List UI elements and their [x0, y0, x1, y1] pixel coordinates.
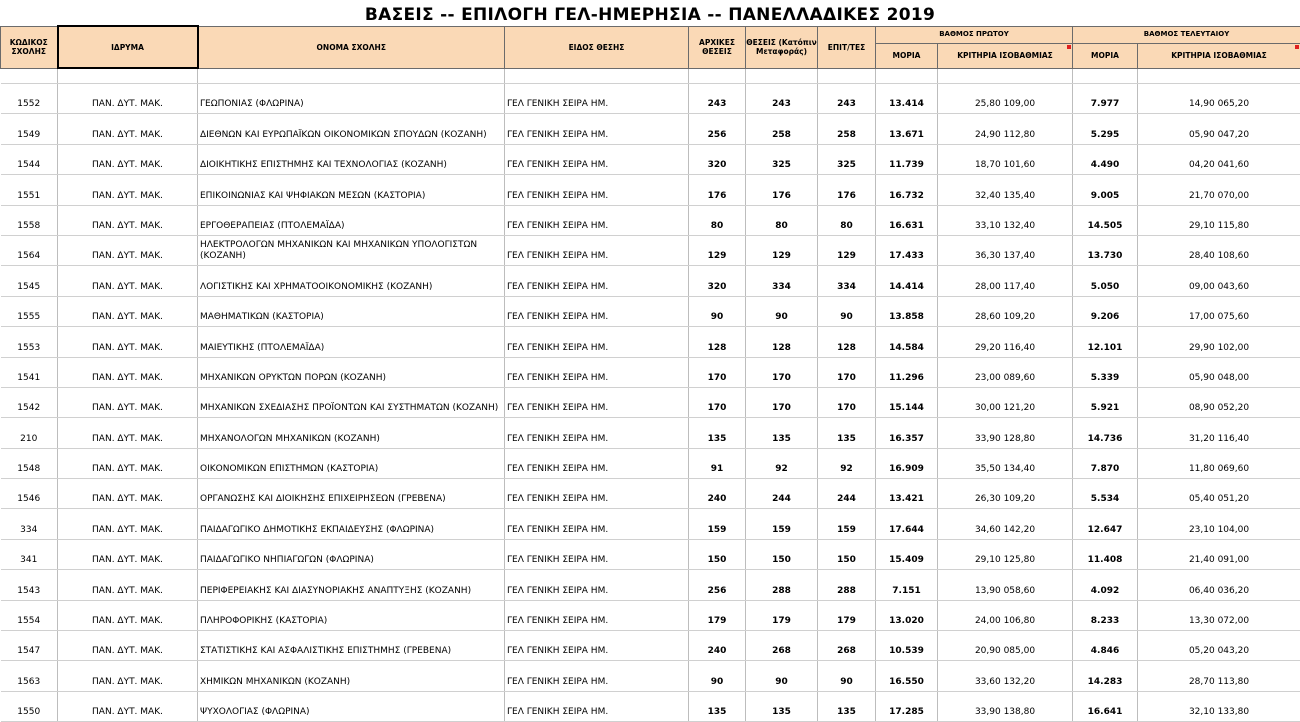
institution-cell: ΠΑΝ. ΔΥΤ. ΜΑΚ.: [58, 570, 198, 600]
header-initial-seats: ΑΡΧΙΚΕΣ ΘΕΣΕΙΣ: [689, 26, 746, 68]
first-tie-criteria-cell: 26,30 109,20: [938, 479, 1073, 509]
institution-cell: ΠΑΝ. ΔΥΤ. ΜΑΚ.: [58, 387, 198, 417]
first-tie-criteria-cell: 29,10 125,80: [938, 539, 1073, 569]
admitted-cell: 135: [818, 418, 876, 448]
last-points-cell: 13.730: [1073, 235, 1138, 265]
first-tie-criteria-cell: 32,40 135,40: [938, 175, 1073, 205]
admitted-cell: 80: [818, 205, 876, 235]
code-cell: 341: [1, 539, 58, 569]
seats-cell: 159: [746, 509, 818, 539]
first-points-cell: 17.285: [876, 691, 938, 721]
admitted-cell: 176: [818, 175, 876, 205]
first-points-cell: 16.732: [876, 175, 938, 205]
initial-seats-cell: 240: [689, 479, 746, 509]
seats-cell: 135: [746, 418, 818, 448]
first-points-cell: 13.414: [876, 84, 938, 114]
first-points-cell: 16.909: [876, 448, 938, 478]
last-points-cell: 5.339: [1073, 357, 1138, 387]
last-points-cell: 9.005: [1073, 175, 1138, 205]
position-type-cell: ΓΕΛ ΓΕΝΙΚΗ ΣΕΙΡΑ ΗΜ.: [505, 235, 689, 265]
last-tie-criteria-cell: 05,40 051,20: [1138, 479, 1300, 509]
institution-cell: ΠΑΝ. ΔΥΤ. ΜΑΚ.: [58, 539, 198, 569]
header-code: ΚΩΔΙΚΟΣ ΣΧΟΛΗΣ: [1, 26, 58, 68]
last-tie-criteria-cell: 05,20 043,20: [1138, 631, 1300, 661]
last-points-cell: 9.206: [1073, 296, 1138, 326]
table-row: [1, 631, 1300, 661]
header-school-name: ΟΝΟΜΑ ΣΧΟΛΗΣ: [198, 26, 505, 68]
admitted-cell: 159: [818, 509, 876, 539]
code-cell: 1555: [1, 296, 58, 326]
code-cell: 1549: [1, 114, 58, 144]
position-type-cell: ΓΕΛ ΓΕΝΙΚΗ ΣΕΙΡΑ ΗΜ.: [505, 661, 689, 691]
seats-cell: 135: [746, 691, 818, 721]
table-row: [1, 327, 1300, 357]
last-points-cell: 5.534: [1073, 479, 1138, 509]
institution-cell: ΠΑΝ. ΔΥΤ. ΜΑΚ.: [58, 661, 198, 691]
last-tie-criteria-cell: 13,30 072,00: [1138, 600, 1300, 630]
first-points-cell: 14.584: [876, 327, 938, 357]
first-points-cell: 10.539: [876, 631, 938, 661]
admitted-cell: 244: [818, 479, 876, 509]
school-name-cell: ΔΙΟΙΚΗΤΙΚΗΣ ΕΠΙΣΤΗΜΗΣ ΚΑΙ ΤΕΧΝΟΛΟΓΙΑΣ (ΚΟΖΑΝΗ): [198, 144, 505, 174]
position-type-cell: ΓΕΛ ΓΕΝΙΚΗ ΣΕΙΡΑ ΗΜ.: [505, 600, 689, 630]
table-body: [1, 68, 1300, 722]
header-last-points: ΜΟΡΙΑ: [1073, 43, 1138, 68]
first-points-cell: 13.020: [876, 600, 938, 630]
position-type-cell: ΓΕΛ ΓΕΝΙΚΗ ΣΕΙΡΑ ΗΜ.: [505, 357, 689, 387]
position-type-cell: ΓΕΛ ΓΕΝΙΚΗ ΣΕΙΡΑ ΗΜ.: [505, 327, 689, 357]
table-row: [1, 235, 1300, 265]
school-name-cell: ΔΙΕΘΝΩΝ ΚΑΙ ΕΥΡΩΠΑΪΚΩΝ ΟΙΚΟΝΟΜΙΚΩΝ ΣΠΟΥΔΩΝ (ΚΟΖΑΝΗ): [198, 114, 505, 144]
school-name-cell: ΕΡΓΟΘΕΡΑΠΕΙΑΣ (ΠΤΟΛΕΜΑΪΔΑ): [198, 205, 505, 235]
initial-seats-cell: 135: [689, 691, 746, 721]
table-row: [1, 84, 1300, 114]
initial-seats-cell: 179: [689, 600, 746, 630]
institution-cell: ΠΑΝ. ΔΥΤ. ΜΑΚ.: [58, 327, 198, 357]
header-last-tie-criteria: ΚΡΙΤΗΡΙΑ ΙΣΟΒΑΘΜΙΑΣ: [1138, 43, 1300, 68]
first-tie-criteria-cell: 35,50 134,40: [938, 448, 1073, 478]
institution-cell: ΠΑΝ. ΔΥΤ. ΜΑΚ.: [58, 296, 198, 326]
initial-seats-cell: 91: [689, 448, 746, 478]
initial-seats-cell: 170: [689, 357, 746, 387]
school-name-cell: ΨΥΧΟΛΟΓΙΑΣ (ΦΛΩΡΙΝΑ): [198, 691, 505, 721]
code-cell: 1547: [1, 631, 58, 661]
code-cell: 1542: [1, 387, 58, 417]
position-type-cell: ΓΕΛ ΓΕΝΙΚΗ ΣΕΙΡΑ ΗΜ.: [505, 387, 689, 417]
seats-cell: 268: [746, 631, 818, 661]
first-tie-criteria-cell: 33,90 138,80: [938, 691, 1073, 721]
seats-cell: 129: [746, 235, 818, 265]
seats-cell: 244: [746, 479, 818, 509]
seats-cell: 243: [746, 84, 818, 114]
initial-seats-cell: 90: [689, 296, 746, 326]
initial-seats-cell: 90: [689, 661, 746, 691]
admitted-cell: 170: [818, 357, 876, 387]
last-tie-criteria-cell: 04,20 041,60: [1138, 144, 1300, 174]
seats-cell: 80: [746, 205, 818, 235]
last-tie-criteria-cell: 28,70 113,80: [1138, 661, 1300, 691]
position-type-cell: ΓΕΛ ΓΕΝΙΚΗ ΣΕΙΡΑ ΗΜ.: [505, 175, 689, 205]
header-last-group: ΒΑΘΜΟΣ ΤΕΛΕΥΤΑΙΟΥ: [1073, 26, 1300, 43]
header-seats-after-transfer: ΘΕΣΕΙΣ (Κατόπιν Μεταφοράς): [746, 26, 818, 68]
seats-cell: 90: [746, 661, 818, 691]
table-row: [1, 570, 1300, 600]
code-cell: 210: [1, 418, 58, 448]
first-tie-criteria-cell: 20,90 085,00: [938, 631, 1073, 661]
table-row: [1, 296, 1300, 326]
initial-seats-cell: 80: [689, 205, 746, 235]
table-row: [1, 266, 1300, 296]
position-type-cell: ΓΕΛ ΓΕΝΙΚΗ ΣΕΙΡΑ ΗΜ.: [505, 84, 689, 114]
first-points-cell: 13.858: [876, 296, 938, 326]
seats-cell: 92: [746, 448, 818, 478]
admissions-table: [0, 25, 1300, 722]
institution-cell: ΠΑΝ. ΔΥΤ. ΜΑΚ.: [58, 509, 198, 539]
seats-cell: 176: [746, 175, 818, 205]
first-tie-criteria-cell: 36,30 137,40: [938, 235, 1073, 265]
first-tie-criteria-cell: 33,90 128,80: [938, 418, 1073, 448]
initial-seats-cell: 159: [689, 509, 746, 539]
table-row: [1, 661, 1300, 691]
seats-cell: 170: [746, 387, 818, 417]
admitted-cell: 170: [818, 387, 876, 417]
last-points-cell: 16.641: [1073, 691, 1138, 721]
school-name-cell: ΠΕΡΙΦΕΡΕΙΑΚΗΣ ΚΑΙ ΔΙΑΣΥΝΟΡΙΑΚΗΣ ΑΝΑΠΤΥΞΗΣ (ΚΟΖΑΝΗ): [198, 570, 505, 600]
last-points-cell: 7.870: [1073, 448, 1138, 478]
page-title: ΒΑΣΕΙΣ -- ΕΠΙΛΟΓΗ ΓΕΛ-ΗΜΕΡΗΣΙΑ -- ΠΑΝΕΛΛΑΔΙΚΕΣ 2019: [0, 0, 1300, 25]
admitted-cell: 90: [818, 296, 876, 326]
table-row: [1, 357, 1300, 387]
first-points-cell: 16.550: [876, 661, 938, 691]
header-position-type: ΕΙΔΟΣ ΘΕΣΗΣ: [505, 26, 689, 68]
position-type-cell: ΓΕΛ ΓΕΝΙΚΗ ΣΕΙΡΑ ΗΜ.: [505, 205, 689, 235]
table-row: [1, 479, 1300, 509]
code-cell: 1552: [1, 84, 58, 114]
last-points-cell: 5.921: [1073, 387, 1138, 417]
position-type-cell: ΓΕΛ ΓΕΝΙΚΗ ΣΕΙΡΑ ΗΜ.: [505, 570, 689, 600]
position-type-cell: ΓΕΛ ΓΕΝΙΚΗ ΣΕΙΡΑ ΗΜ.: [505, 418, 689, 448]
initial-seats-cell: 128: [689, 327, 746, 357]
code-cell: 1558: [1, 205, 58, 235]
first-tie-criteria-cell: 13,90 058,60: [938, 570, 1073, 600]
last-tie-criteria-cell: 11,80 069,60: [1138, 448, 1300, 478]
school-name-cell: ΜΑΘΗΜΑΤΙΚΩΝ (ΚΑΣΤΟΡΙΑ): [198, 296, 505, 326]
institution-cell: ΠΑΝ. ΔΥΤ. ΜΑΚ.: [58, 235, 198, 265]
admitted-cell: 288: [818, 570, 876, 600]
seats-cell: 288: [746, 570, 818, 600]
school-name-cell: ΠΑΙΔΑΓΩΓΙΚΟ ΝΗΠΙΑΓΩΓΩΝ (ΦΛΩΡΙΝΑ): [198, 539, 505, 569]
first-tie-criteria-cell: 33,60 132,20: [938, 661, 1073, 691]
seats-cell: 170: [746, 357, 818, 387]
last-points-cell: 12.647: [1073, 509, 1138, 539]
table-row: [1, 539, 1300, 569]
first-points-cell: 7.151: [876, 570, 938, 600]
header-admitted: ΕΠΙΤ/ΤΕΣ: [818, 26, 876, 68]
code-cell: 1548: [1, 448, 58, 478]
header-first-tie-criteria: ΚΡΙΤΗΡΙΑ ΙΣΟΒΑΘΜΙΑΣ: [938, 43, 1073, 68]
last-tie-criteria-cell: 21,70 070,00: [1138, 175, 1300, 205]
last-points-cell: 14.505: [1073, 205, 1138, 235]
school-name-cell: ΣΤΑΤΙΣΤΙΚΗΣ ΚΑΙ ΑΣΦΑΛΙΣΤΙΚΗΣ ΕΠΙΣΤΗΜΗΣ (ΓΡΕΒΕΝΑ): [198, 631, 505, 661]
last-points-cell: 7.977: [1073, 84, 1138, 114]
admitted-cell: 268: [818, 631, 876, 661]
last-points-cell: 4.490: [1073, 144, 1138, 174]
admitted-cell: 258: [818, 114, 876, 144]
first-tie-criteria-cell: 34,60 142,20: [938, 509, 1073, 539]
last-points-cell: 4.092: [1073, 570, 1138, 600]
first-points-cell: 14.414: [876, 266, 938, 296]
position-type-cell: ΓΕΛ ΓΕΝΙΚΗ ΣΕΙΡΑ ΗΜ.: [505, 539, 689, 569]
code-cell: 1554: [1, 600, 58, 630]
code-cell: 1541: [1, 357, 58, 387]
institution-cell: ΠΑΝ. ΔΥΤ. ΜΑΚ.: [58, 418, 198, 448]
first-points-cell: 16.357: [876, 418, 938, 448]
initial-seats-cell: 256: [689, 570, 746, 600]
admitted-cell: 243: [818, 84, 876, 114]
position-type-cell: ΓΕΛ ΓΕΝΙΚΗ ΣΕΙΡΑ ΗΜ.: [505, 144, 689, 174]
table-row: [1, 600, 1300, 630]
position-type-cell: ΓΕΛ ΓΕΝΙΚΗ ΣΕΙΡΑ ΗΜ.: [505, 448, 689, 478]
first-points-cell: 15.144: [876, 387, 938, 417]
last-points-cell: 12.101: [1073, 327, 1138, 357]
last-tie-criteria-cell: 32,10 133,80: [1138, 691, 1300, 721]
school-name-cell: ΕΠΙΚΟΙΝΩΝΙΑΣ ΚΑΙ ΨΗΦΙΑΚΩΝ ΜΕΣΩΝ (ΚΑΣΤΟΡΙΑ): [198, 175, 505, 205]
last-tie-criteria-cell: 05,90 048,00: [1138, 357, 1300, 387]
position-type-cell: ΓΕΛ ΓΕΝΙΚΗ ΣΕΙΡΑ ΗΜ.: [505, 509, 689, 539]
initial-seats-cell: 320: [689, 144, 746, 174]
first-points-cell: 13.671: [876, 114, 938, 144]
last-points-cell: 8.233: [1073, 600, 1138, 630]
first-tie-criteria-cell: 25,80 109,00: [938, 84, 1073, 114]
school-name-cell: ΟΙΚΟΝΟΜΙΚΩΝ ΕΠΙΣΤΗΜΩΝ (ΚΑΣΤΟΡΙΑ): [198, 448, 505, 478]
institution-cell: ΠΑΝ. ΔΥΤ. ΜΑΚ.: [58, 84, 198, 114]
seats-cell: 128: [746, 327, 818, 357]
position-type-cell: ΓΕΛ ΓΕΝΙΚΗ ΣΕΙΡΑ ΗΜ.: [505, 479, 689, 509]
table-row: [1, 418, 1300, 448]
initial-seats-cell: 243: [689, 84, 746, 114]
last-points-cell: 5.295: [1073, 114, 1138, 144]
first-tie-criteria-cell: 23,00 089,60: [938, 357, 1073, 387]
school-name-cell: ΓΕΩΠΟΝΙΑΣ (ΦΛΩΡΙΝΑ): [198, 84, 505, 114]
school-name-cell: ΜΗΧΑΝΟΛΟΓΩΝ ΜΗΧΑΝΙΚΩΝ (ΚΟΖΑΝΗ): [198, 418, 505, 448]
last-tie-criteria-cell: 29,10 115,80: [1138, 205, 1300, 235]
seats-cell: 179: [746, 600, 818, 630]
first-points-cell: 15.409: [876, 539, 938, 569]
last-tie-criteria-cell: 29,90 102,00: [1138, 327, 1300, 357]
institution-cell: ΠΑΝ. ΔΥΤ. ΜΑΚ.: [58, 205, 198, 235]
seats-cell: 258: [746, 114, 818, 144]
initial-seats-cell: 320: [689, 266, 746, 296]
code-cell: 1551: [1, 175, 58, 205]
admitted-cell: 150: [818, 539, 876, 569]
school-name-cell: ΛΟΓΙΣΤΙΚΗΣ ΚΑΙ ΧΡΗΜΑΤΟΟΙΚΟΝΟΜΙΚΗΣ (ΚΟΖΑΝΗ): [198, 266, 505, 296]
first-points-cell: 11.296: [876, 357, 938, 387]
last-tie-criteria-cell: 17,00 075,60: [1138, 296, 1300, 326]
school-name-cell: ΜΑΙΕΥΤΙΚΗΣ (ΠΤΟΛΕΜΑΪΔΑ): [198, 327, 505, 357]
first-tie-criteria-cell: 29,20 116,40: [938, 327, 1073, 357]
last-tie-criteria-cell: 05,90 047,20: [1138, 114, 1300, 144]
initial-seats-cell: 256: [689, 114, 746, 144]
institution-cell: ΠΑΝ. ΔΥΤ. ΜΑΚ.: [58, 266, 198, 296]
admitted-cell: 334: [818, 266, 876, 296]
initial-seats-cell: 176: [689, 175, 746, 205]
initial-seats-cell: 135: [689, 418, 746, 448]
first-points-cell: 13.421: [876, 479, 938, 509]
code-cell: 1544: [1, 144, 58, 174]
header-first-group: ΒΑΘΜΟΣ ΠΡΩΤΟΥ: [876, 26, 1073, 43]
table-row: [1, 114, 1300, 144]
table-row: [1, 509, 1300, 539]
position-type-cell: ΓΕΛ ΓΕΝΙΚΗ ΣΕΙΡΑ ΗΜ.: [505, 296, 689, 326]
first-tie-criteria-cell: 28,60 109,20: [938, 296, 1073, 326]
institution-cell: ΠΑΝ. ΔΥΤ. ΜΑΚ.: [58, 479, 198, 509]
last-points-cell: 14.283: [1073, 661, 1138, 691]
first-tie-criteria-cell: 24,00 106,80: [938, 600, 1073, 630]
institution-cell: ΠΑΝ. ΔΥΤ. ΜΑΚ.: [58, 691, 198, 721]
position-type-cell: ΓΕΛ ΓΕΝΙΚΗ ΣΕΙΡΑ ΗΜ.: [505, 114, 689, 144]
last-points-cell: 5.050: [1073, 266, 1138, 296]
code-cell: 1546: [1, 479, 58, 509]
institution-cell: ΠΑΝ. ΔΥΤ. ΜΑΚ.: [58, 448, 198, 478]
code-cell: 1543: [1, 570, 58, 600]
last-tie-criteria-cell: 09,00 043,60: [1138, 266, 1300, 296]
school-name-cell: ΠΛΗΡΟΦΟΡΙΚΗΣ (ΚΑΣΤΟΡΙΑ): [198, 600, 505, 630]
last-points-cell: 11.408: [1073, 539, 1138, 569]
table-row: [1, 205, 1300, 235]
position-type-cell: ΓΕΛ ΓΕΝΙΚΗ ΣΕΙΡΑ ΗΜ.: [505, 631, 689, 661]
code-cell: 1550: [1, 691, 58, 721]
first-points-cell: 17.433: [876, 235, 938, 265]
admitted-cell: 135: [818, 691, 876, 721]
position-type-cell: ΓΕΛ ΓΕΝΙΚΗ ΣΕΙΡΑ ΗΜ.: [505, 266, 689, 296]
school-name-cell: ΟΡΓΑΝΩΣΗΣ ΚΑΙ ΔΙΟΙΚΗΣΗΣ ΕΠΙΧΕΙΡΗΣΕΩΝ (ΓΡΕΒΕΝΑ): [198, 479, 505, 509]
institution-cell: ΠΑΝ. ΔΥΤ. ΜΑΚ.: [58, 357, 198, 387]
school-name-cell: ΜΗΧΑΝΙΚΩΝ ΟΡΥΚΤΩΝ ΠΟΡΩΝ (ΚΟΖΑΝΗ): [198, 357, 505, 387]
last-points-cell: 4.846: [1073, 631, 1138, 661]
first-points-cell: 16.631: [876, 205, 938, 235]
admitted-cell: 129: [818, 235, 876, 265]
first-tie-criteria-cell: 28,00 117,40: [938, 266, 1073, 296]
initial-seats-cell: 170: [689, 387, 746, 417]
school-name-cell: ΜΗΧΑΝΙΚΩΝ ΣΧΕΔΙΑΣΗΣ ΠΡΟΪΟΝΤΩΝ ΚΑΙ ΣΥΣΤΗΜΑΤΩΝ (ΚΟΖΑΝΗ): [198, 387, 505, 417]
seats-cell: 325: [746, 144, 818, 174]
last-tie-criteria-cell: 21,40 091,00: [1138, 539, 1300, 569]
admitted-cell: 325: [818, 144, 876, 174]
school-name-cell: ΧΗΜΙΚΩΝ ΜΗΧΑΝΙΚΩΝ (ΚΟΖΑΝΗ): [198, 661, 505, 691]
last-tie-criteria-cell: 31,20 116,40: [1138, 418, 1300, 448]
code-cell: 334: [1, 509, 58, 539]
institution-cell: ΠΑΝ. ΔΥΤ. ΜΑΚ.: [58, 144, 198, 174]
spacer-row: [1, 68, 1300, 84]
school-name-cell: ΗΛΕΚΤΡΟΛΟΓΩΝ ΜΗΧΑΝΙΚΩΝ ΚΑΙ ΜΗΧΑΝΙΚΩΝ ΥΠΟΛΟΓΙΣΤΩΝ (ΚΟΖΑΝΗ): [198, 235, 505, 265]
last-tie-criteria-cell: 28,40 108,60: [1138, 235, 1300, 265]
admitted-cell: 128: [818, 327, 876, 357]
institution-cell: ΠΑΝ. ΔΥΤ. ΜΑΚ.: [58, 175, 198, 205]
first-points-cell: 11.739: [876, 144, 938, 174]
last-points-cell: 14.736: [1073, 418, 1138, 448]
first-points-cell: 17.644: [876, 509, 938, 539]
table-row: [1, 144, 1300, 174]
initial-seats-cell: 129: [689, 235, 746, 265]
school-name-cell: ΠΑΙΔΑΓΩΓΙΚΟ ΔΗΜΟΤΙΚΗΣ ΕΚΠΑΙΔΕΥΣΗΣ (ΦΛΩΡΙΝΑ): [198, 509, 505, 539]
seats-cell: 150: [746, 539, 818, 569]
table-row: [1, 691, 1300, 721]
table-row: [1, 387, 1300, 417]
first-tie-criteria-cell: 24,90 112,80: [938, 114, 1073, 144]
code-cell: 1563: [1, 661, 58, 691]
admitted-cell: 90: [818, 661, 876, 691]
initial-seats-cell: 240: [689, 631, 746, 661]
seats-cell: 90: [746, 296, 818, 326]
last-tie-criteria-cell: 14,90 065,20: [1138, 84, 1300, 114]
last-tie-criteria-cell: 06,40 036,20: [1138, 570, 1300, 600]
first-tie-criteria-cell: 33,10 132,40: [938, 205, 1073, 235]
initial-seats-cell: 150: [689, 539, 746, 569]
table-row: [1, 448, 1300, 478]
first-tie-criteria-cell: 18,70 101,60: [938, 144, 1073, 174]
institution-cell: ΠΑΝ. ΔΥΤ. ΜΑΚ.: [58, 114, 198, 144]
header-first-points: ΜΟΡΙΑ: [876, 43, 938, 68]
header-institution: ΙΔΡΥΜΑ: [58, 26, 198, 68]
code-cell: 1553: [1, 327, 58, 357]
admitted-cell: 179: [818, 600, 876, 630]
admitted-cell: 92: [818, 448, 876, 478]
table-row: [1, 175, 1300, 205]
seats-cell: 334: [746, 266, 818, 296]
last-tie-criteria-cell: 08,90 052,20: [1138, 387, 1300, 417]
last-tie-criteria-cell: 23,10 104,00: [1138, 509, 1300, 539]
code-cell: 1545: [1, 266, 58, 296]
code-cell: 1564: [1, 235, 58, 265]
first-tie-criteria-cell: 30,00 121,20: [938, 387, 1073, 417]
institution-cell: ΠΑΝ. ΔΥΤ. ΜΑΚ.: [58, 631, 198, 661]
position-type-cell: ΓΕΛ ΓΕΝΙΚΗ ΣΕΙΡΑ ΗΜ.: [505, 691, 689, 721]
institution-cell: ΠΑΝ. ΔΥΤ. ΜΑΚ.: [58, 600, 198, 630]
